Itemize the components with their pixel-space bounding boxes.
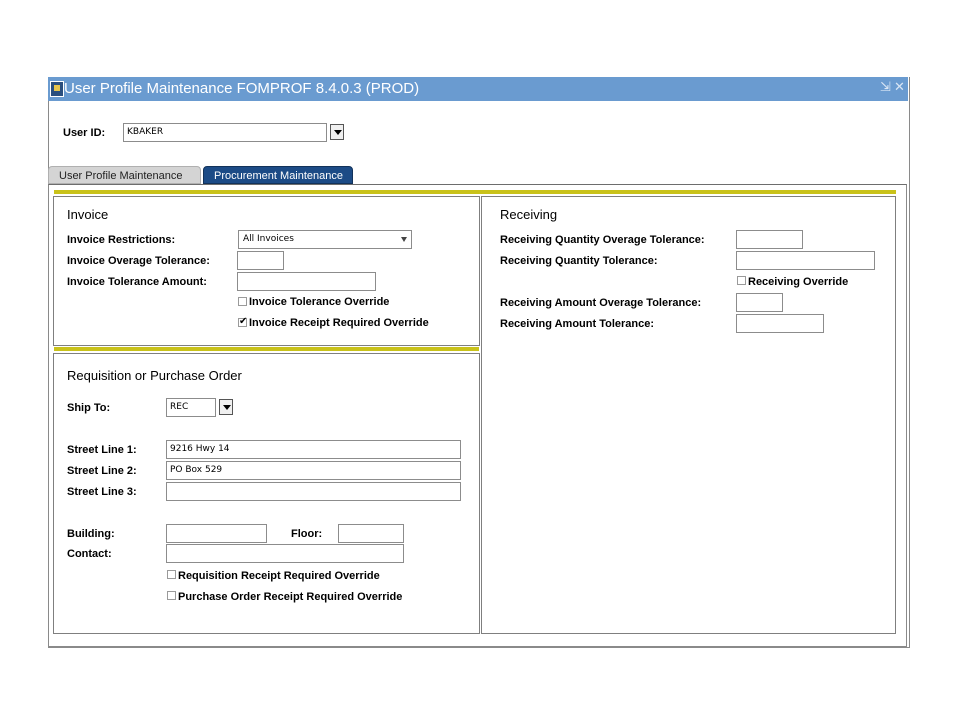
receiving-qty-tolerance-field[interactable]	[736, 251, 875, 270]
invoice-tolerance-amount-field[interactable]	[237, 272, 376, 291]
user-id-lov-button[interactable]	[330, 124, 344, 140]
receiving-override-checkbox[interactable]	[737, 276, 746, 285]
building-label: Building:	[67, 528, 115, 540]
street-line-3-label: Street Line 3:	[67, 486, 137, 498]
street-line-3-field[interactable]	[166, 482, 461, 501]
receiving-title: Receiving	[500, 207, 558, 222]
receiving-override-label: Receiving Override	[748, 276, 849, 288]
po-receipt-override-checkbox[interactable]	[167, 591, 176, 600]
minimize-icon[interactable]: ⇲	[880, 80, 891, 95]
invoice-restrictions-label: Invoice Restrictions:	[67, 234, 176, 246]
close-icon[interactable]: ✕	[894, 80, 905, 95]
receiving-qty-tolerance-label: Receiving Quantity Tolerance:	[500, 255, 658, 267]
invoice-restrictions-select[interactable]	[238, 230, 412, 249]
requisition-receipt-override-checkbox[interactable]	[167, 570, 176, 579]
street-line-2-field[interactable]: PO Box 529	[166, 461, 461, 480]
tab-procurement-maintenance[interactable]: Procurement Maintenance	[203, 166, 353, 184]
contact-label: Contact:	[67, 548, 112, 560]
invoice-tolerance-override-label: Invoice Tolerance Override	[249, 296, 390, 308]
chevron-down-icon	[401, 237, 407, 242]
invoice-overage-tolerance-label: Invoice Overage Tolerance:	[67, 255, 210, 267]
street-line-2-label: Street Line 2:	[67, 465, 137, 477]
floor-field[interactable]	[338, 524, 404, 543]
invoice-receipt-required-override-checkbox[interactable]	[238, 318, 247, 327]
receiving-qty-overage-tolerance-label: Receiving Quantity Overage Tolerance:	[500, 234, 705, 246]
floor-label: Floor:	[291, 528, 323, 540]
ship-to-label: Ship To:	[67, 402, 111, 414]
street-line-1-label: Street Line 1:	[67, 444, 137, 456]
requisition-receipt-override-label: Requisition Receipt Required Override	[178, 570, 380, 582]
invoice-tolerance-override-checkbox[interactable]	[238, 297, 247, 306]
user-id-label: User ID:	[63, 127, 106, 139]
invoice-restrictions-value: All Invoices	[243, 234, 294, 244]
receiving-amt-overage-tolerance-field[interactable]	[736, 293, 783, 312]
ship-to-lov-button[interactable]	[219, 399, 233, 415]
street-line-1-field[interactable]: 9216 Hwy 14	[166, 440, 461, 459]
contact-field[interactable]	[166, 544, 404, 563]
receiving-amt-tolerance-label: Receiving Amount Tolerance:	[500, 318, 655, 330]
receiving-qty-overage-tolerance-field[interactable]	[736, 230, 803, 249]
window-title: User Profile Maintenance FOMPROF 8.4.0.3 (PROD)	[64, 80, 420, 97]
requisition-title: Requisition or Purchase Order	[67, 368, 242, 383]
invoice-overage-tolerance-field[interactable]	[237, 251, 284, 270]
invoice-title: Invoice	[67, 207, 109, 222]
tab-user-profile-maintenance[interactable]: User Profile Maintenance	[48, 166, 201, 184]
app-icon	[50, 81, 64, 97]
invoice-tolerance-amount-label: Invoice Tolerance Amount:	[67, 276, 207, 288]
ship-to-field[interactable]: REC	[166, 398, 216, 417]
po-receipt-override-label: Purchase Order Receipt Required Override	[178, 591, 403, 603]
building-field[interactable]	[166, 524, 267, 543]
receiving-amt-tolerance-field[interactable]	[736, 314, 824, 333]
user-id-value: KBAKER	[127, 127, 164, 137]
section-band-top	[54, 190, 896, 194]
section-band-middle	[54, 347, 479, 351]
user-id-field[interactable]	[123, 123, 327, 142]
invoice-receipt-required-override-label: Invoice Receipt Required Override	[249, 317, 429, 329]
receiving-amt-overage-tolerance-label: Receiving Amount Overage Tolerance:	[500, 297, 702, 309]
